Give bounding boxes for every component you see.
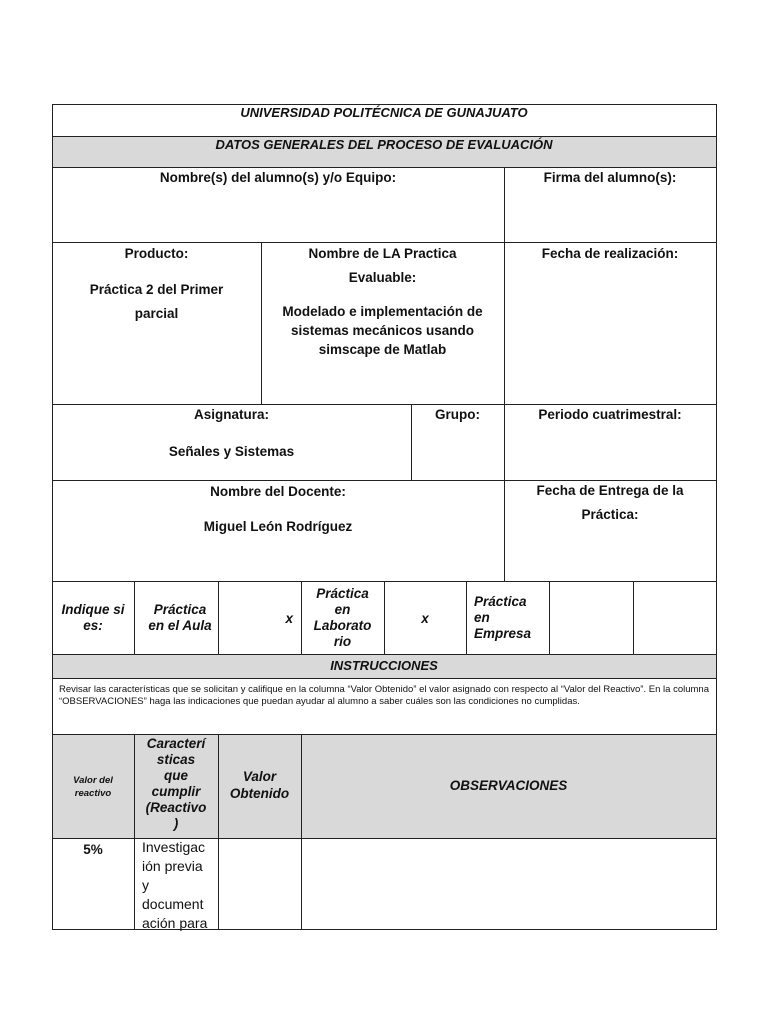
lab-practice-label-line: en <box>334 602 351 617</box>
company-practice-label-line: Práctica <box>474 594 527 609</box>
rubric-col-characteristics-line: (Reactivo <box>145 800 207 815</box>
rubric-col-characteristics-line: ) <box>173 816 179 831</box>
rubric-row-item-line: ación para <box>142 915 208 931</box>
rubric-col-characteristics-header <box>134 736 218 832</box>
lab-practice-label <box>301 582 384 654</box>
grid-line <box>716 104 717 930</box>
rubric-row-obtained-cell[interactable] <box>219 839 301 929</box>
classroom-practice-mark[interactable] <box>218 582 301 654</box>
company-practice-label-line: en <box>474 610 490 625</box>
rubric-row-item-line: Investigac <box>142 839 206 855</box>
practice-name-value-line: sistemas mecánicos usando <box>290 323 475 338</box>
rubric-col-obtained-header <box>218 768 301 802</box>
company-practice-label-line: Empresa <box>474 626 532 641</box>
rubric-col-obtained-line: Obtenido <box>229 786 290 801</box>
lab-practice-label-line: rio <box>333 634 352 649</box>
practice-name-label-line: Nombre de LA Practica <box>308 246 457 261</box>
rubric-row-item-line: y <box>142 877 149 893</box>
practice-name-label <box>261 242 504 290</box>
rubric-col-obtained-line: Valor <box>242 769 277 784</box>
subject-label: Asignatura: <box>193 407 269 422</box>
university-title: UNIVERSIDAD POLITÉCNICA DE GUNAJUATO <box>240 105 528 120</box>
classroom-practice-label-line: Práctica <box>153 602 207 617</box>
product-value <box>52 278 261 326</box>
classroom-practice-mark-text: x <box>285 610 293 626</box>
teacher-value: Miguel León Rodríguez <box>203 519 353 534</box>
delivery-date-label-line: Práctica: <box>581 507 639 522</box>
practice-name-value-line: Modelado e implementación de <box>282 304 483 319</box>
group-label: Grupo: <box>435 407 480 422</box>
student-names-label: Nombre(s) del alumno(s) y/o Equipo: <box>159 170 397 185</box>
rubric-row-item <box>142 838 216 933</box>
rubric-col-characteristics-line: que <box>163 768 188 783</box>
indicate-label-line: Indique si <box>61 602 125 617</box>
rubric-col-value-header <box>52 735 134 838</box>
rubric-row-observations-cell[interactable] <box>302 839 716 929</box>
company-practice-mark[interactable] <box>549 582 633 654</box>
lab-practice-mark[interactable] <box>384 582 466 654</box>
student-signature-label: Firma del alumno(s): <box>543 170 677 185</box>
grid-line <box>52 678 717 679</box>
period-label: Periodo cuatrimestral: <box>538 407 682 422</box>
grid-line <box>52 734 717 735</box>
section-title: DATOS GENERALES DEL PROCESO DE EVALUACIÓN <box>215 137 553 152</box>
rubric-row-value: 5% <box>83 842 103 857</box>
practice-name-label-line: Evaluable: <box>348 270 417 285</box>
delivery-date-label-line: Fecha de Entrega de la <box>536 483 684 498</box>
modality-extra-cell[interactable] <box>633 582 716 654</box>
classroom-practice-label <box>134 582 218 654</box>
rubric-col-value-line: reactivo <box>74 787 112 799</box>
rubric-row-item-line: document <box>142 896 204 912</box>
instructions-title: INSTRUCCIONES <box>330 658 438 673</box>
indicate-label-line: es: <box>83 618 103 633</box>
rubric-col-characteristics-line: Caracterí <box>146 736 206 751</box>
lab-practice-label-line: Laborato <box>313 618 372 633</box>
practice-name-value-line: simscape de Matlab <box>318 342 447 357</box>
delivery-date-label <box>504 479 716 527</box>
company-practice-label <box>466 582 549 654</box>
instructions-text: Revisar las características que se solicitan y califique en la columna “Valor Obtenido” el valor asignado con respecto al “Valor del Reactivo”. En la columna “OBSERVACIONES” haga las indicaciones que puedan ayudar al alumno a saber cuáles son las condiciones no cumplidas. <box>59 684 709 707</box>
rubric-col-characteristics-line: cumplir <box>151 784 201 799</box>
lab-practice-mark-text: x <box>421 610 429 626</box>
rubric-row-item-line: ión previa <box>142 858 203 874</box>
rubric-col-characteristics-line: sticas <box>156 752 196 767</box>
realization-date-label: Fecha de realización: <box>541 246 679 261</box>
practice-name-value <box>261 302 504 359</box>
product-value-line: parcial <box>134 306 179 321</box>
teacher-label: Nombre del Docente: <box>210 484 346 499</box>
rubric-col-value-line: Valor del <box>73 774 113 786</box>
rubric-col-observations-header: OBSERVACIONES <box>449 778 568 793</box>
product-value-line: Práctica 2 del Primer <box>89 282 224 297</box>
subject-value: Señales y Sistemas <box>168 444 295 459</box>
lab-practice-label-line: Práctica <box>316 586 369 601</box>
product-label: Producto: <box>124 246 189 261</box>
indicate-label <box>52 582 134 654</box>
classroom-practice-label-line: en el Aula <box>148 618 212 633</box>
